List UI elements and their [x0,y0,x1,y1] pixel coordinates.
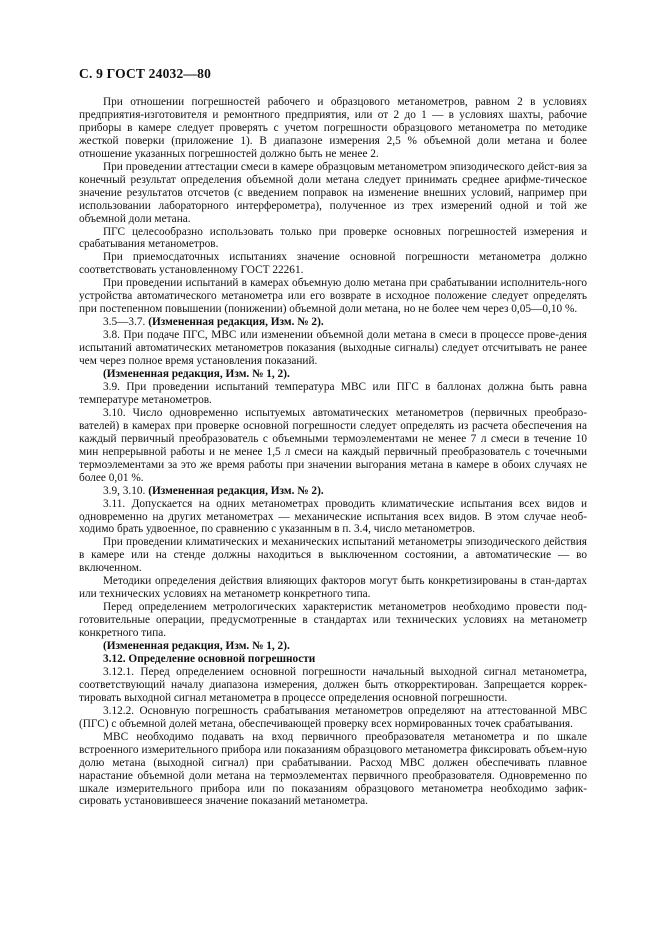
paragraph: Перед определением метрологических характеристик метанометров необходимо провести под-готовительные операции, предусмотренные в стандартах или технических условиях на метанометр конкретного типа. [79,601,587,640]
paragraph: При проведении испытаний в камерах объемную долю метана при срабатывании исполнитель-ного устройства автоматического метанометра или его возврате в исходное положение следует определять при постепенном повышении (понижении) объемной доли метана, но не более чем через 0,05—0,10 %. [79,277,587,316]
page-header: С. 9 ГОСТ 24032—80 [79,66,212,81]
paragraph: Методики определения действия влияющих факторов могут быть конкретизированы в стан-дартах или технических условиях на метанометр конкретного типа. [79,575,587,601]
document-body [79,96,587,808]
paragraph: 3.12.1. Перед определением основной погрешности начальный выходной сигнал метанометра, соответствующий началу диапазона измерения, должен быть откорректирован. Запрещается коррек-тировать выходной сигнал метанометра в процессе определения основной погрешности. [79,665,587,704]
clause-number: 3.5—3.7. [103,316,149,329]
amendment-note [79,485,587,498]
paragraph: При проведении аттестации смеси в камере образцовым метанометром эпизодического дейст-вия за конечный результат определения объемной доли метана следует принимать среднее арифме-тическое значение результатов отсчетов (с введением поправок на изменение внешних условий, например при использовании лабораторного интерферометра), полученное из трех измерений одной и той же объемной доли метана. [79,160,587,225]
amendment-note: (Измененная редакция, Изм. № 1, 2). [103,368,290,381]
paragraph: 3.11. Допускается на одних метанометрах проводить климатические испытания всех видов и одновременно на других метанометрах — механические испытания всех видов. В этом случае необ-ходимо брать удвоенное, по сравнению с указанным в п. 3.4, число метанометров. [79,497,587,536]
paragraph: 3.9. При проведении испытаний температура МВС или ПГС в баллонах должна быть равна температуре метанометров. [79,380,587,406]
paragraph: 3.12.2. Основную погрешность срабатывания метанометров определяют на аттестованной МВС (ПГС) с объемной долей метана, обеспечивающей проверку всех нормированных точек срабатывания. [79,704,587,730]
paragraph: При проведении климатических и механических испытаний метанометры эпизодического действия в камере или на стенде должны находиться в выключенном состоянии, а автоматические — во включенном. [79,536,587,575]
section-heading: 3.12. Определение основной погрешности [103,652,316,665]
paragraph: При отношении погрешностей рабочего и образцового метанометров, равном 2 в условиях предприятия-изготовителя и ремонтного предприятия, или от 2 до 1 — в условиях шахты, рабочие приборы в камере следует проверять с учетом погрешности образцового метанометра по методике жесткой поверки (приложение 1). В диапазоне измерения 2,5 % объемной доли метана и более отношение указанных погрешностей должно быть не менее 2. [79,96,587,160]
paragraph: МВС необходимо подавать на вход первичного преобразователя метанометра и по шкале встроенного измерительного прибора или показаниям образцового метанометра фиксировать объем-ную долю метана (выходной сигнал) при срабатывании. Расход МВС должен обеспечивать плавное нарастание объемной доли метана на термоэлементах первичного преобразователя. Одновременно по шкале измерительного прибора или по показаниям образцового метанометра необходимо зафик-сировать установившееся значение показаний метанометра. [79,730,587,808]
amendment-note: (Измененная редакция, Изм. № 1, 2). [103,640,290,653]
amendment-note [79,316,587,329]
paragraph: ПГС целесообразно использовать только при проверке основных погрешностей измерения и срабатывания метанометров. [79,225,587,251]
paragraph: 3.10. Число одновременно испытуемых автоматических метанометров (первичных преобразо-вателей) в камерах при проверке основной погрешности следует определять из расчета обеспечения на каждый первичный преобразователь с объемными термоэлементами не менее 7 л смеси в течение 10 мин непрерывной работы и не менее 1,5 л смеси на каждый первичный преобразователь с точечными термоэлементами за это же время работы при значении выгорания метана в камере в обоих случаях не более 0,01 %. [79,406,587,484]
paragraph: 3.8. При подаче ПГС, МВС или изменении объемной доли метана в смеси в процессе прове-дения испытаний автоматических метанометров показания (выходные сигналы) следует отсчитывать не ранее чем через полное время установления показаний. [79,329,587,368]
amendment-text: (Измененная редакция, Изм. № 2). [148,316,324,329]
amendment-text: (Измененная редакция, Изм. № 2). [148,484,324,497]
clause-number: 3.9, 3.10. [103,484,149,497]
paragraph: При приемосдаточных испытаниях значение основной погрешности метанометра должно соответствовать установленному ГОСТ 22261. [79,251,587,277]
